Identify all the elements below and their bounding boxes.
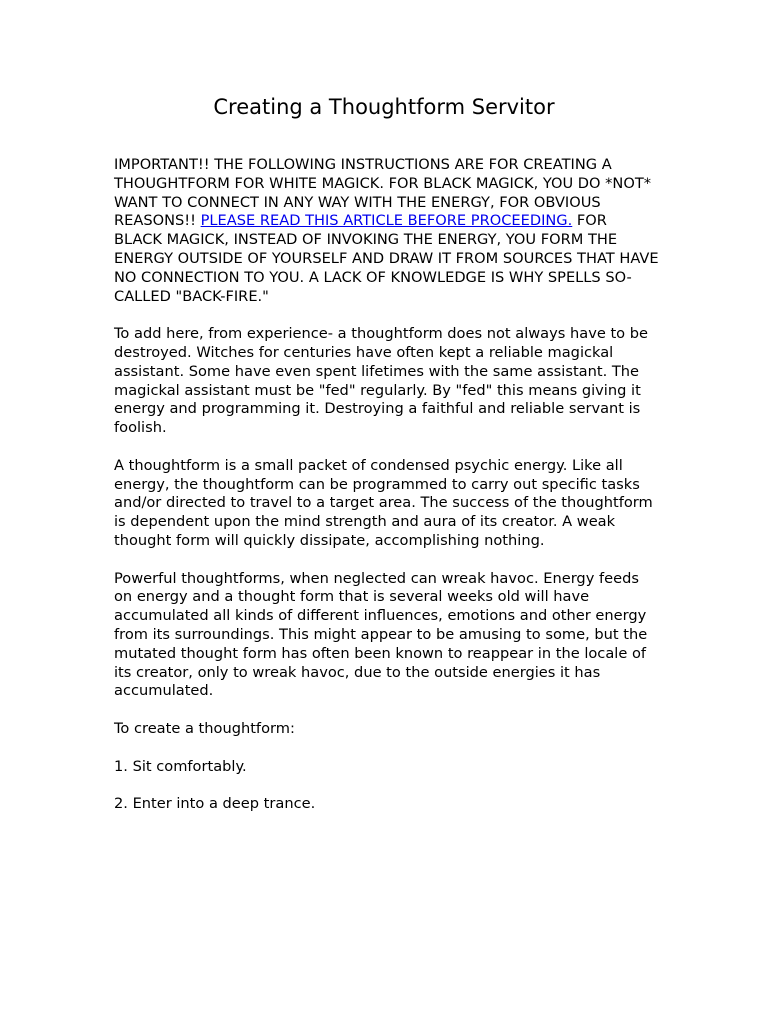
read-article-link[interactable]: PLEASE READ THIS ARTICLE BEFORE PROCEEDING. xyxy=(200,212,573,230)
important-paragraph xyxy=(114,156,659,306)
document-body xyxy=(114,156,659,833)
experience-paragraph: To add here, from experience- a thoughtform does not always have to be destroyed. Witches for centuries have often kept a reliable magickal assistant. Some have even spent lifetimes with the same assistant. The magickal assistant must be "fed" regularly. By "fed" this means giving it energy and programming it. Destroying a faithful and reliable servant is foolish. xyxy=(114,325,648,437)
step-2: 2. Enter into a deep trance. xyxy=(114,795,316,813)
definition-paragraph: A thoughtform is a small packet of condensed psychic energy. Like all energy, the thoughtform can be programmed to carry out specific tasks and/or directed to travel to a target area. The success of the thoughtform is dependent upon the mind strength and aura of its creator. A weak thought form will quickly dissipate, accomplishing nothing. xyxy=(114,456,653,549)
step-1: 1. Sit comfortably. xyxy=(114,757,247,775)
instructions-intro: To create a thoughtform: xyxy=(114,719,295,737)
important-text-after-link: FOR BLACK MAGICK, INSTEAD OF INVOKING THE ENERGY, YOU FORM THE ENERGY OUTSIDE OF YOURSELF AND DRAW IT FROM SOURCES THAT HAVE NO CONNECTION TO YOU. A LACK OF KNOWLEDGE IS WHY SPELLS SO-CALLED "BACK-FIRE." xyxy=(114,212,659,305)
important-text-before-link: IMPORTANT!! THE FOLLOWING INSTRUCTIONS ARE FOR CREATING A THOUGHTFORM FOR WHITE MAGICK. FOR BLACK MAGICK, YOU DO *NOT* WANT TO CONNECT IN ANY WAY WITH THE ENERGY, FOR OBVIOUS REASONS!! xyxy=(114,156,652,230)
document-title: Creating a Thoughtform Servitor xyxy=(213,95,555,119)
warning-paragraph: Powerful thoughtforms, when neglected can wreak havoc. Energy feeds on energy and a thought form that is several weeks old will have accumulated all kinds of different influences, emotions and other energy from its surroundings. This might appear to be amusing to some, but the mutated thought form has often been known to reappear in the locale of its creator, only to wreak havoc, due to the outside energies it has accumulated. xyxy=(114,569,648,700)
